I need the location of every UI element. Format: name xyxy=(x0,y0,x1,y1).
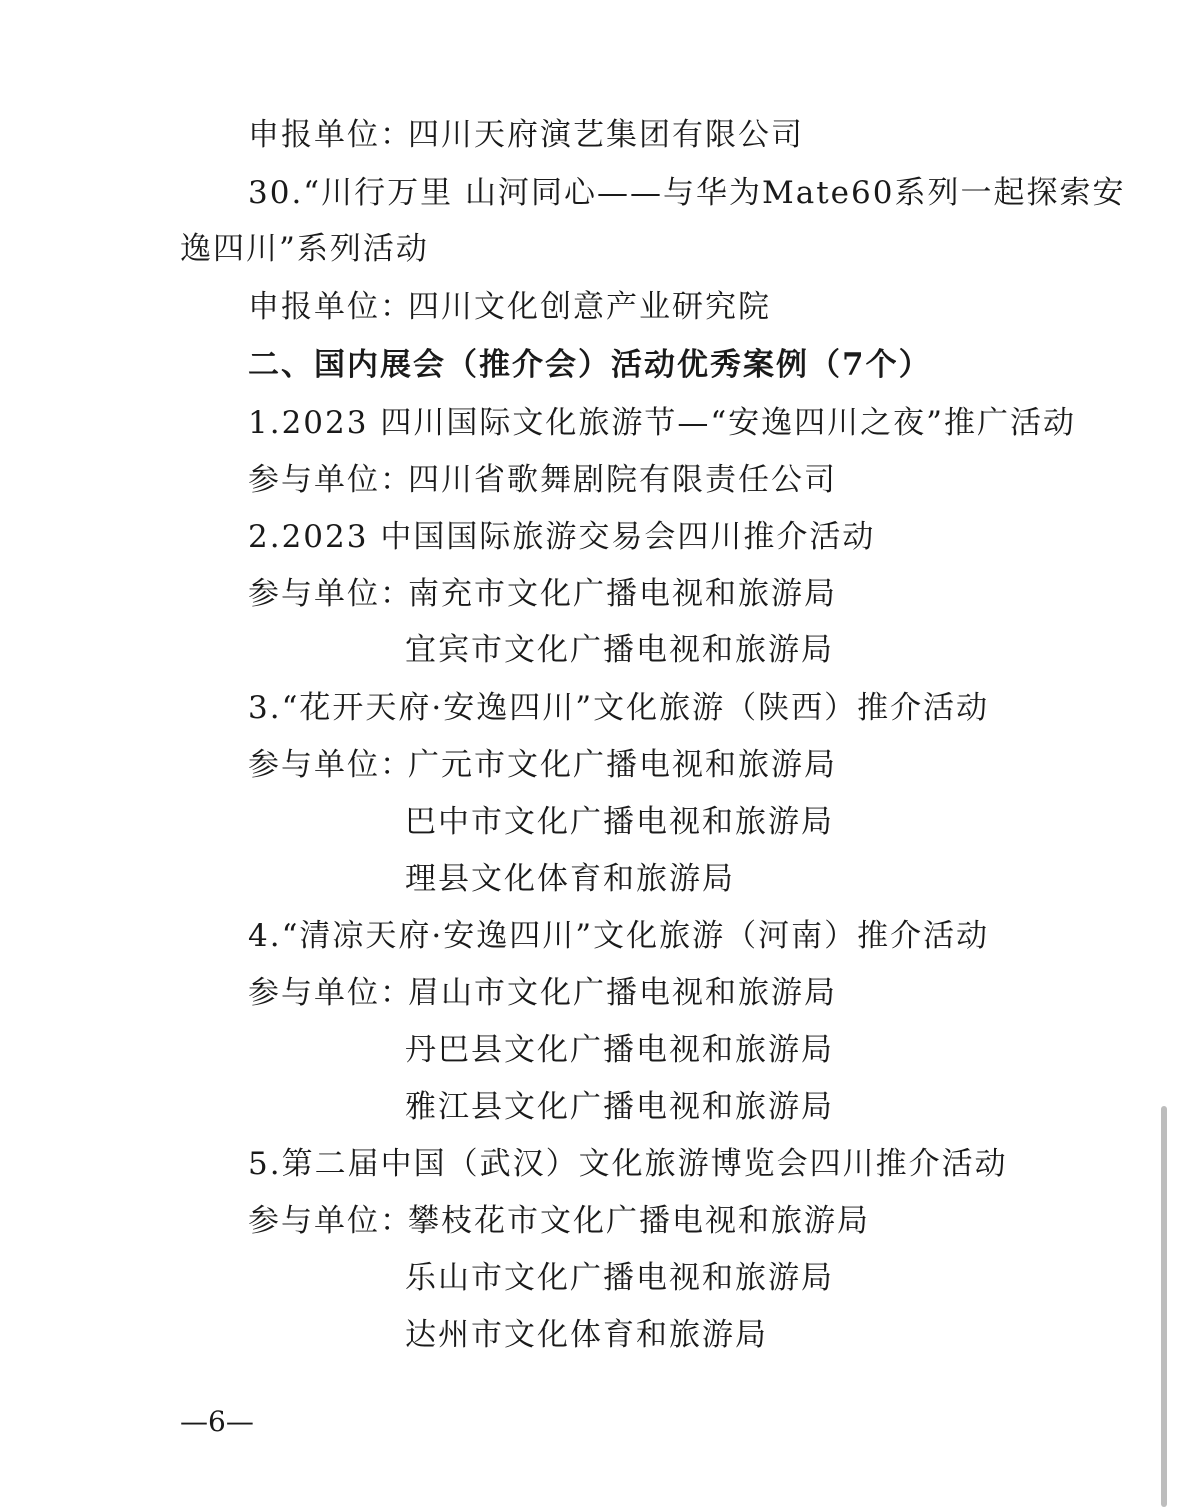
line-text: 4.“清凉天府·安逸四川”文化旅游（河南）推介活动 xyxy=(248,918,990,954)
text-line xyxy=(248,1144,1008,1184)
line-label: 参与单位： xyxy=(248,1203,413,1239)
text-line xyxy=(248,688,989,728)
text-line xyxy=(248,916,989,956)
text-line xyxy=(405,630,834,670)
scrollbar-thumb[interactable] xyxy=(1161,1106,1167,1507)
line-text: 巴中市文化广播电视和旅游局 xyxy=(405,804,834,840)
line-text: 雅江县文化广播电视和旅游局 xyxy=(405,1089,834,1125)
text-line xyxy=(248,403,1076,443)
line-text: 四川文化创意产业研究院 xyxy=(408,289,771,325)
page-number: —6— xyxy=(180,1405,254,1438)
line-label: 参与单位： xyxy=(248,462,413,498)
line-text: 丹巴县文化广播电视和旅游局 xyxy=(405,1032,834,1068)
line-text: 南充市文化广播电视和旅游局 xyxy=(408,576,837,612)
text-line xyxy=(248,973,837,1013)
line-text: 广元市文化广播电视和旅游局 xyxy=(408,747,837,783)
line-label: 参与单位： xyxy=(248,975,413,1011)
text-line xyxy=(405,1315,768,1355)
line-text: 3.“花开天府·安逸四川”文化旅游（陕西）推介活动 xyxy=(248,690,990,726)
text-line xyxy=(248,460,837,500)
line-text: 乐山市文化广播电视和旅游局 xyxy=(405,1260,834,1296)
text-line xyxy=(180,229,429,269)
text-line xyxy=(405,802,834,842)
line-text: 二、国内展会（推介会）活动优秀案例（7个） xyxy=(248,347,932,383)
line-text: 5.第二届中国（武汉）文化旅游博览会四川推介活动 xyxy=(248,1146,1008,1182)
text-line xyxy=(248,574,837,614)
line-label: 申报单位： xyxy=(248,117,413,153)
line-label: 申报单位： xyxy=(248,289,413,325)
line-text: 达州市文化体育和旅游局 xyxy=(405,1317,768,1353)
text-line xyxy=(248,517,875,557)
text-line xyxy=(405,1030,834,1070)
line-text: 2.2023 中国国际旅游交易会四川推介活动 xyxy=(248,519,876,555)
text-line xyxy=(248,745,837,785)
text-line xyxy=(405,1087,834,1127)
line-text: 眉山市文化广播电视和旅游局 xyxy=(408,975,837,1011)
line-text: 理县文化体育和旅游局 xyxy=(405,861,735,897)
text-line xyxy=(405,859,735,899)
line-text: 逸四川”系列活动 xyxy=(180,231,429,267)
text-line xyxy=(248,287,771,327)
text-line xyxy=(248,1201,870,1241)
line-text: 宜宾市文化广播电视和旅游局 xyxy=(405,632,834,668)
line-text: 30.“川行万里 山河同心——与华为Mate60系列一起探索安 xyxy=(248,175,1126,211)
line-label: 参与单位： xyxy=(248,576,413,612)
section-heading xyxy=(248,345,932,385)
line-text: 四川天府演艺集团有限公司 xyxy=(408,117,804,153)
line-text: 1.2023 四川国际文化旅游节—“安逸四川之夜”推广活动 xyxy=(248,405,1077,441)
line-label: 参与单位： xyxy=(248,747,413,783)
line-text: 四川省歌舞剧院有限责任公司 xyxy=(408,462,837,498)
text-line xyxy=(248,173,1125,213)
text-line xyxy=(248,115,804,155)
text-line xyxy=(405,1258,834,1298)
line-text: 攀枝花市文化广播电视和旅游局 xyxy=(408,1203,870,1239)
